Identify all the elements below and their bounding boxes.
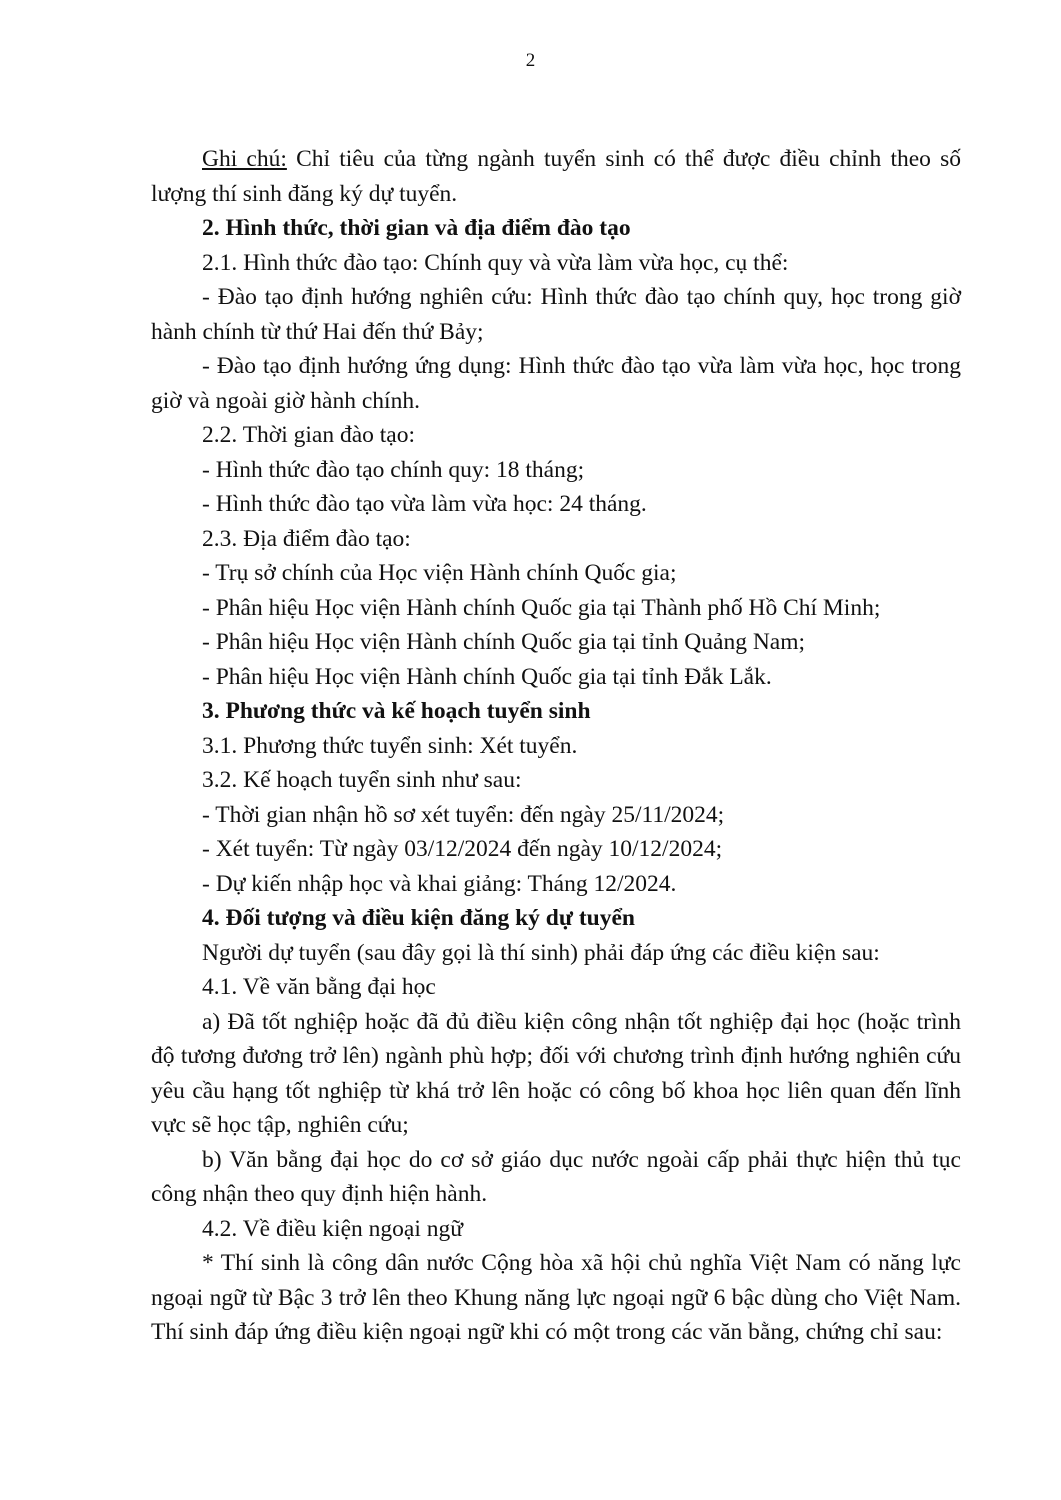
list-item: - Thời gian nhận hồ sơ xét tuyển: đến ngày 25/11/2024; xyxy=(202,801,725,828)
list-item: - Dự kiến nhập học và khai giảng: Tháng 12/2024. xyxy=(202,870,677,897)
section-4-1-a: a) Đã tốt nghiệp hoặc đã đủ điều kiện công nhận tốt nghiệp đại học (hoặc trình độ tương đương trở lên) ngành phù hợp; đối với chương trình định hướng nghiên cứu yêu cầu hạng tốt nghiệp từ khá trở lên hoặc có công bố khoa học liên quan đến lĩnh vực sẽ học tập, nghiên cứu; xyxy=(151,1008,961,1138)
list-item: - Hình thức đào tạo chính quy: 18 tháng; xyxy=(202,456,585,483)
list-item: - Phân hiệu Học viện Hành chính Quốc gia tại Thành phố Hồ Chí Minh; xyxy=(202,594,881,621)
section-2-1-applied: - Đào tạo định hướng ứng dụng: Hình thức đào tạo vừa làm vừa học, học trong giờ và ngoài giờ hành chính. xyxy=(151,353,961,414)
list-item: - Trụ sở chính của Học viện Hành chính Quốc gia; xyxy=(202,560,677,586)
section-2-2: 2.2. Thời gian đào tạo: xyxy=(202,422,416,448)
section-4-1-b: b) Văn bằng đại học do cơ sở giáo dục nước ngoài cấp phải thực hiện thủ tục công nhận theo quy định hiện hành. xyxy=(151,1146,961,1207)
section-2-1-research: - Đào tạo định hướng nghiên cứu: Hình thức đào tạo chính quy, học trong giờ hành chính từ thứ Hai đến thứ Bảy; xyxy=(151,284,961,345)
note-label: Ghi chú: xyxy=(202,146,287,172)
section-4-1: 4.1. Về văn bằng đại học xyxy=(202,974,436,1000)
list-item: - Phân hiệu Học viện Hành chính Quốc gia tại tỉnh Đắk Lắk. xyxy=(202,663,772,690)
section-2-heading: 2. Hình thức, thời gian và địa điểm đào tạo xyxy=(202,215,631,241)
list-item: - Xét tuyển: Từ ngày 03/12/2024 đến ngày 10/12/2024; xyxy=(202,836,723,862)
section-4-2: 4.2. Về điều kiện ngoại ngữ xyxy=(202,1215,463,1242)
section-4-2-text: * Thí sinh là công dân nước Cộng hòa xã hội chủ nghĩa Việt Nam có năng lực ngoại ngữ từ Bậc 3 trở lên theo Khung năng lực ngoại ngữ 6 bậc dùng cho Việt Nam. Thí sinh đáp ứng điều kiện ngoại ngữ khi có một trong các văn bằng, chứng chỉ sau: xyxy=(151,1250,961,1345)
document-body xyxy=(151,142,961,1350)
section-4-intro: Người dự tuyển (sau đây gọi là thí sinh) phải đáp ứng các điều kiện sau: xyxy=(202,939,880,966)
note-text: Chỉ tiêu của từng ngành tuyển sinh có thể được điều chỉnh theo số lượng thí sinh đăng ký dự tuyển. xyxy=(151,146,961,207)
section-4-heading: 4. Đối tượng và điều kiện đăng ký dự tuyển xyxy=(202,905,635,931)
section-3-heading: 3. Phương thức và kế hoạch tuyển sinh xyxy=(202,698,591,724)
list-item: - Phân hiệu Học viện Hành chính Quốc gia tại tỉnh Quảng Nam; xyxy=(202,629,806,655)
page-number: 2 xyxy=(525,50,536,71)
section-3-1: 3.1. Phương thức tuyển sinh: Xét tuyển. xyxy=(202,732,578,759)
section-2-1: 2.1. Hình thức đào tạo: Chính quy và vừa làm vừa học, cụ thể: xyxy=(202,249,789,276)
list-item: - Hình thức đào tạo vừa làm vừa học: 24 tháng. xyxy=(202,491,647,517)
section-2-3: 2.3. Địa điểm đào tạo: xyxy=(202,525,411,552)
section-3-2: 3.2. Kế hoạch tuyển sinh như sau: xyxy=(202,767,522,793)
note-paragraph xyxy=(151,142,961,211)
